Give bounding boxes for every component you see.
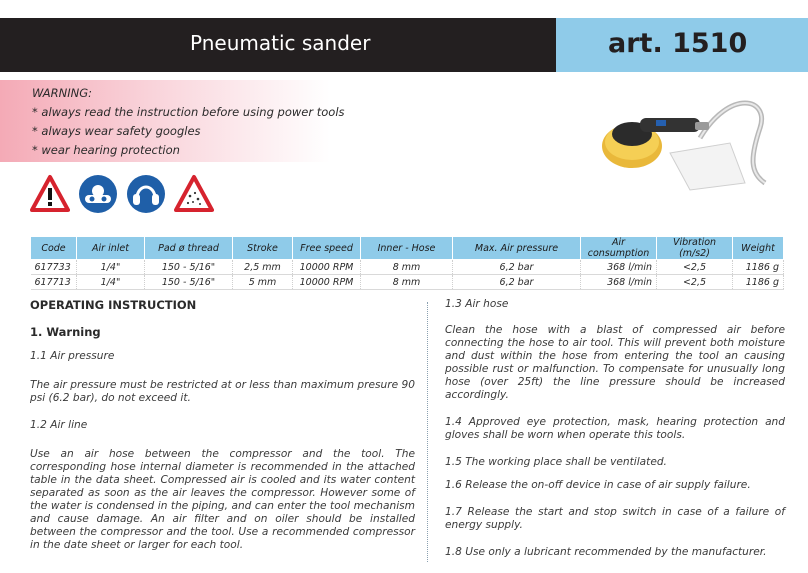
page-title: Pneumatic sander <box>190 31 371 55</box>
table-cell: 1/4" <box>77 260 145 275</box>
subsection-text: The air pressure must be restricted at or less than maximum presure 90 psi (6.2 bar), do not exceed it. <box>30 379 415 404</box>
column-header: Vibration (m/s2) <box>657 237 733 260</box>
instruction-item: 1.8 Use only a lubricant recommended by the manufacturer. <box>445 546 767 558</box>
table-cell: 6,2 bar <box>453 275 581 290</box>
instructions-left-column <box>30 298 415 552</box>
table-cell: 1186 g <box>733 275 784 290</box>
warning-line: * wear hearing protection <box>32 143 180 157</box>
table-cell: <2,5 <box>657 275 733 290</box>
instructions-title: OPERATING INSTRUCTION <box>30 298 197 312</box>
subsection-text: Clean the hose with a blast of compressed air before connecting the hose to air tool. This will prevent both moisture and dust within the hose from entering the tool an causing possible rust or malfunction. To compensate for unusually long hose (over 25ft) the line pressure should be increased accordingly. <box>445 324 785 401</box>
table-cell: 617713 <box>31 275 77 290</box>
column-header: Stroke <box>233 237 293 260</box>
column-header: Max. Air pressure <box>453 237 581 260</box>
warning-heading: WARNING: <box>32 86 93 100</box>
pneumatic-sander-with-hose-icon <box>600 98 780 198</box>
table-row <box>31 275 784 290</box>
column-header: Pad ø thread <box>145 237 233 260</box>
table-cell: <2,5 <box>657 260 733 275</box>
table-cell: 1/4" <box>77 275 145 290</box>
hearing-protection-icon <box>126 174 166 214</box>
instruction-item: 1.4 Approved eye protection, mask, hearing protection and gloves shall be worn when operate this tools. <box>445 416 785 441</box>
warning-line: * always wear safety googles <box>32 124 201 138</box>
table-cell: 10000 RPM <box>293 275 361 290</box>
column-divider <box>427 302 428 562</box>
dust-warning-icon <box>174 174 214 214</box>
table-cell: 617733 <box>31 260 77 275</box>
section-heading: 1. Warning <box>30 325 101 339</box>
table-cell: 150 - 5/16" <box>145 275 233 290</box>
column-header: Weight <box>733 237 784 260</box>
warning-line: * always read the instruction before using power tools <box>32 105 345 119</box>
instruction-item: 1.6 Release the on-off device in case of air supply failure. <box>445 479 751 491</box>
table-cell: 1186 g <box>733 260 784 275</box>
column-header: Code <box>31 237 77 260</box>
table-cell: 8 mm <box>361 260 453 275</box>
table-cell: 6,2 bar <box>453 260 581 275</box>
subsection-title: 1.1 Air pressure <box>30 350 115 362</box>
specification-table <box>30 236 784 290</box>
safety-icons <box>30 174 214 214</box>
table-cell: 150 - 5/16" <box>145 260 233 275</box>
table-cell: 8 mm <box>361 275 453 290</box>
table-cell: 5 mm <box>233 275 293 290</box>
table-cell: 10000 RPM <box>293 260 361 275</box>
instructions-right-column <box>445 298 785 559</box>
subsection-title: 1.2 Air line <box>30 419 88 431</box>
instruction-item: 1.5 The working place shall be ventilated. <box>445 456 667 468</box>
column-header: Inner - Hose <box>361 237 453 260</box>
subsection-text: Use an air hose between the compressor and the tool. The corresponding hose internal diameter is recommended in the attached table in the data sheet. Compressed air is cooled and its water content separated as soon as the air leaves the compressor. However some of the water is condensed in the piping, and can enter the tool mechanism and cause damage. An air filter and on oiler should be installed between the compressor and the tool. Use a recommended compressor in the date sheet or larger for each tool. <box>30 448 415 551</box>
safety-goggles-icon <box>78 174 118 214</box>
subsection-title: 1.3 Air hose <box>445 298 509 310</box>
table-cell: 2,5 mm <box>233 260 293 275</box>
column-header: Air inlet <box>77 237 145 260</box>
table-header-row <box>31 237 784 260</box>
instruction-item: 1.7 Release the start and stop switch in case of a failure of energy supply. <box>445 506 785 531</box>
table-cell: 368 l/min <box>581 260 657 275</box>
column-header: Air consumption <box>581 237 657 260</box>
table-row <box>31 260 784 275</box>
warning-block <box>32 84 345 160</box>
column-header: Free speed <box>293 237 361 260</box>
table-cell: 368 l/min <box>581 275 657 290</box>
general-warning-icon <box>30 174 70 214</box>
article-number: art. 1510 <box>608 28 748 59</box>
